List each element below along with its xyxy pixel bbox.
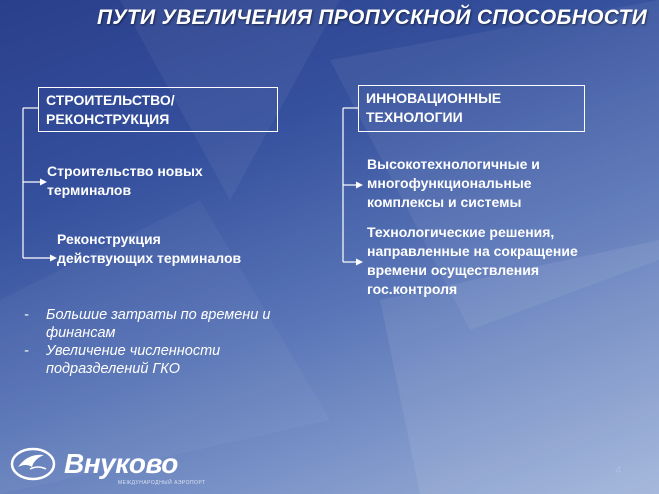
- right-header-line: ТЕХНОЛОГИИ: [366, 109, 463, 125]
- right-header-line: ИННОВАЦИОННЫЕ: [366, 90, 502, 106]
- left-item-reconstruction: [57, 230, 241, 268]
- logo-name: Внуково: [64, 448, 178, 479]
- item-line: гос.контроля: [367, 281, 458, 297]
- left-header-line: РЕКОНСТРУКЦИЯ: [46, 111, 170, 127]
- item-line: направленные на сокращение: [367, 243, 578, 259]
- airport-logo: [10, 447, 178, 481]
- item-line: Высокотехнологичные и: [367, 156, 540, 172]
- item-line: действующих терминалов: [57, 250, 242, 266]
- item-line: Реконструкция: [57, 231, 161, 247]
- bullet-line: подразделений ГКО: [46, 361, 180, 377]
- bullet-line: финансам: [46, 325, 116, 341]
- bullet-line: Большие затраты по времени и: [46, 307, 271, 323]
- right-item-hightech-systems: [367, 155, 540, 212]
- item-line: времени осуществления: [367, 262, 539, 278]
- item-line: терминалов: [47, 182, 132, 198]
- airport-bird-logo-icon: [10, 447, 56, 481]
- slide-title: ПУТИ УВЕЛИЧЕНИЯ ПРОПУСКНОЙ СПОСОБНОСТИ: [96, 6, 647, 29]
- logo-subtitle: МЕЖДУНАРОДНЫЙ АЭРОПОРТ: [118, 480, 206, 486]
- right-header-box: [358, 85, 585, 132]
- item-line: Технологические решения,: [367, 224, 555, 240]
- left-item-new-terminals: [47, 162, 203, 200]
- bullet-dash: -: [24, 343, 29, 359]
- item-line: многофункциональные: [367, 175, 532, 191]
- drawbacks-list: [24, 306, 270, 378]
- bullet-line: Увеличение численности: [46, 343, 221, 359]
- list-item: [24, 342, 270, 378]
- left-header-line: СТРОИТЕЛЬСТВО/: [46, 92, 175, 108]
- item-line: Строительство новых: [47, 163, 203, 179]
- page-number: 4: [615, 465, 621, 476]
- item-line: комплексы и системы: [367, 194, 522, 210]
- right-item-tech-solutions: [367, 223, 578, 299]
- list-item: [24, 306, 270, 342]
- left-header-box: [38, 87, 278, 132]
- bullet-dash: -: [24, 307, 29, 323]
